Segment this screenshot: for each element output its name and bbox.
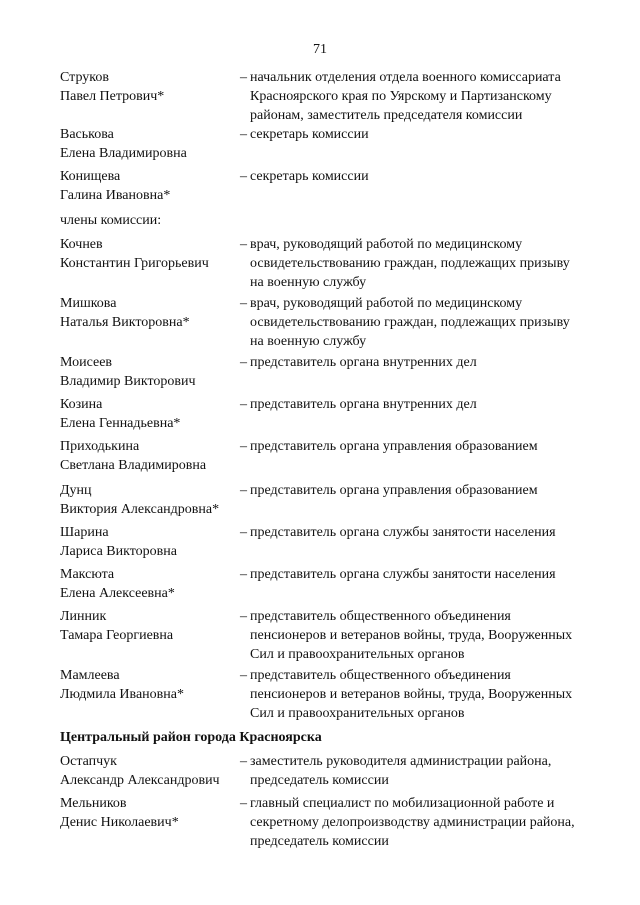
person-name: Васькова Елена Владимировна	[60, 127, 187, 161]
person-name: Остапчук Александр Александрович	[60, 754, 220, 788]
person-name: Приходькина Светлана Владимировна	[60, 439, 207, 473]
person-role: врач, руководящий работой по медицинскому освидетельствованию граждан, подлежащих призыву на военную службу	[250, 237, 570, 290]
person-role: представитель органа службы занятости населения	[250, 567, 556, 582]
person-role: главный специалист по мобилизационной работе и секретному делопроизводству администрации района, председатель комиссии	[250, 796, 575, 849]
members-label: члены комиссии:	[60, 213, 162, 228]
dash: –	[240, 70, 247, 85]
person-name: Линник Тамара Георгиевна	[60, 609, 174, 643]
person-role: представитель органа управления образованием	[250, 483, 538, 498]
dash: –	[240, 127, 247, 142]
dash: –	[240, 355, 247, 370]
person-role: представитель органа внутренних дел	[250, 355, 477, 370]
person-role: начальник отделения отдела военного комиссариата Красноярского края по Уярскому и Партизанскому районам, заместитель председателя комиссии	[250, 70, 561, 123]
person-role: секретарь комиссии	[250, 169, 369, 184]
dash: –	[240, 567, 247, 582]
person-name: Максюта Елена Алексеевна*	[60, 567, 175, 601]
person-name: Кочнев Константин Григорьевич	[60, 237, 209, 271]
dash: –	[240, 483, 247, 498]
page-number: 71	[313, 42, 327, 57]
person-name: Струков Павел Петрович*	[60, 70, 165, 104]
person-role: секретарь комиссии	[250, 127, 369, 142]
dash: –	[240, 296, 247, 311]
section-heading: Центральный район города Красноярска	[60, 730, 322, 745]
person-role: представитель органа службы занятости населения	[250, 525, 556, 540]
person-role: представитель общественного объединения пенсионеров и ветеранов войны, труда, Вооруженных Сил и правоохранительных органов	[250, 609, 573, 662]
dash: –	[240, 609, 247, 624]
person-name: Моисеев Владимир Викторович	[60, 355, 196, 389]
dash: –	[240, 796, 247, 811]
person-role: заместитель руководителя администрации района, председатель комиссии	[250, 754, 552, 788]
person-name: Мельников Денис Николаевич*	[60, 796, 179, 830]
dash: –	[240, 525, 247, 540]
person-name: Мишкова Наталья Викторовна*	[60, 296, 190, 330]
dash: –	[240, 439, 247, 454]
person-role: представитель органа внутренних дел	[250, 397, 477, 412]
person-role: представитель общественного объединения пенсионеров и ветеранов войны, труда, Вооруженных Сил и правоохранительных органов	[250, 668, 573, 721]
person-role: врач, руководящий работой по медицинскому освидетельствованию граждан, подлежащих призыву на военную службу	[250, 296, 570, 349]
person-name: Дунц Виктория Александровна*	[60, 483, 220, 517]
person-role: представитель органа управления образованием	[250, 439, 538, 454]
person-name: Конищева Галина Ивановна*	[60, 169, 171, 203]
dash: –	[240, 668, 247, 683]
dash: –	[240, 754, 247, 769]
person-name: Мамлеева Людмила Ивановна*	[60, 668, 184, 702]
dash: –	[240, 237, 247, 252]
person-name: Шарина Лариса Викторовна	[60, 525, 177, 559]
person-name: Козина Елена Геннадьевна*	[60, 397, 181, 431]
dash: –	[240, 397, 247, 412]
dash: –	[240, 169, 247, 184]
